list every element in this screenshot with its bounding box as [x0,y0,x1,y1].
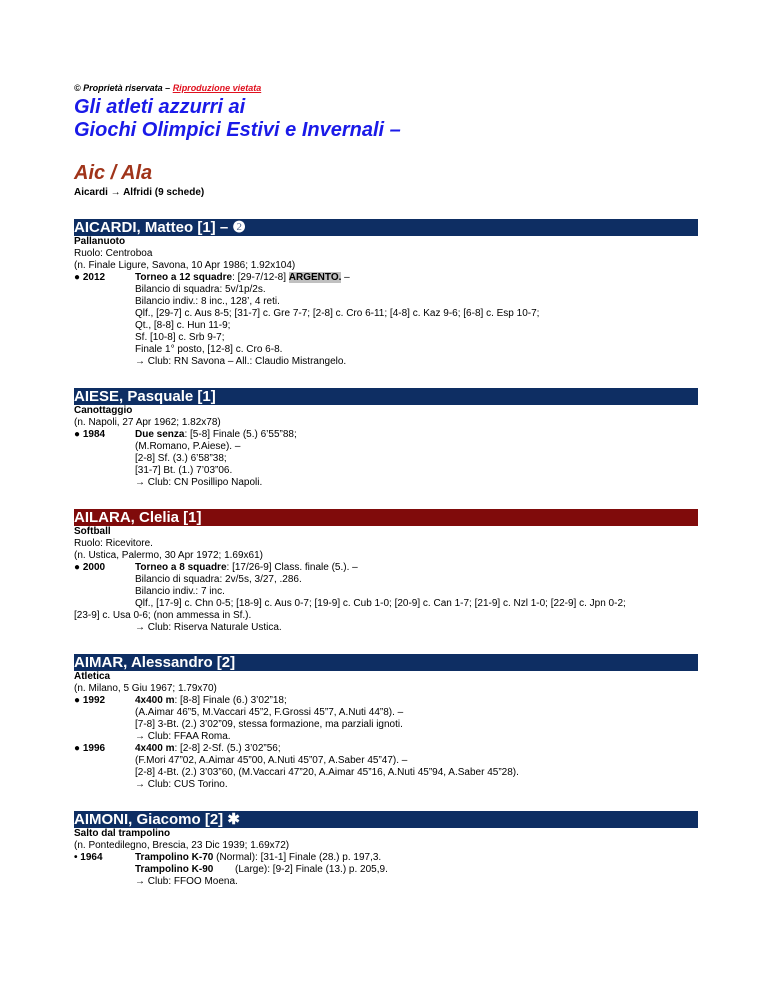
athlete-sport: Canottaggio [74,405,133,416]
event-name: Trampolino K-90 [135,864,214,875]
games-entry [74,743,698,755]
event-result: : [29-7/12-8] [232,272,289,283]
games-year: ● 2000 [74,562,106,573]
detail-line: (M.Romano, P.Aiese). – [135,441,241,452]
detail-line: [31-7] Bt. (1.) 7’03”06. [135,465,233,476]
event-result: : [5-8] Finale (5.) 6’55”88; [184,429,297,440]
games-entry [74,852,698,864]
club-line: → Club: CUS Torino. [135,779,228,790]
athlete-card [74,219,698,368]
event-result: : [2-8] 2-Sf. (5.) 3’02”56; [174,743,281,754]
athlete-header [74,219,698,236]
games-entry [74,695,698,707]
athlete-info: (n. Milano, 5 Giu 1967; 1.79x70) [74,683,217,694]
detail-line: (A.Aimar 46”5, M.Vaccari 45”2, F.Grossi 45”7, A.Nuti 44”8). – [135,707,404,718]
event-name: 4x400 m [135,743,175,754]
club-line: → Club: RN Savona – All.: Claudio Mistrangelo. [135,356,347,367]
page-title [74,96,698,142]
event-result: (Large): [9-2] Finale (13.) p. 205,9. [235,864,388,875]
athlete-info: (n. Finale Ligure, Savona, 10 Apr 1986; 1.92x104) [74,260,296,271]
detail-line: Bilancio indiv.: 8 inc., 128’, 4 reti. [135,296,280,307]
athlete-sport: Pallanuoto [74,236,126,247]
page-title-line1: Gli atleti azzurri ai [74,96,246,118]
document-page [74,82,698,888]
games-year: ● 2012 [74,272,106,283]
athlete-header [74,509,698,526]
athlete-info: (n. Ustica, Palermo, 30 Apr 1972; 1.69x61) [74,550,263,561]
event-name: 4x400 m [135,695,175,706]
athlete-info: Ruolo: Centroboa [74,248,153,259]
athlete-info: (n. Pontedilegno, Brescia, 23 Dic 1939; 1.69x72) [74,840,290,851]
event-suffix: – [341,272,350,283]
games-entry [74,562,698,574]
athlete-name: AIESE, Pasquale [1] [74,388,216,405]
section-range: Aicardi → Alfridi (9 schede) [74,187,205,198]
detail-line: Bilancio di squadra: 5v/1p/2s. [135,284,266,295]
athlete-sport: Atletica [74,671,111,682]
event-result: (Normal): [31-1] Finale (28.) p. 197,3. [213,852,382,863]
event-name: Torneo a 12 squadre [135,272,233,283]
event-result: : [17/26-9] Class. finale (5.). – [226,562,358,573]
medal-badge: ARGENTO. [288,272,342,283]
games-entry-second [74,864,698,876]
athlete-name: AIMAR, Alessandro [2] [74,654,236,671]
detail-line: Qlf., [17-9] c. Chn 0-5; [18-9] c. Aus 0-7; [19-9] c. Cub 1-0; [20-9] c. Can 1-7; [21-9] c. Nzl 1-0; [22-9] c. Jpn 0-2; [135,598,626,609]
games-entry [74,272,698,284]
games-year: • 1964 [74,852,103,863]
event-name: Due senza [135,429,185,440]
event-result: : [8-8] Finale (6.) 3’02”18; [174,695,287,706]
athlete-header [74,654,698,671]
detail-line: Finale 1° posto, [12-8] c. Cro 6-8. [135,344,283,355]
games-year: ● 1984 [74,429,106,440]
athlete-header [74,811,698,828]
athlete-name: AIMONI, Giacomo [2] ✱ [74,811,240,828]
reproduction-forbidden-link[interactable]: Riproduzione vietata [172,83,262,93]
detail-line: [2-8] 4-Bt. (2.) 3’03”60, (M.Vaccari 47”20, A.Aimar 45”16, A.Nuti 45”94, A.Saber 45”28). [135,767,519,778]
club-line: → Club: Riserva Naturale Ustica. [135,622,282,633]
detail-line: Qt., [8-8] c. Hun 11-9; [135,320,231,331]
copyright-notice [74,82,698,94]
club-line: → Club: FFAA Roma. [135,731,231,742]
detail-line: [7-8] 3-Bt. (2.) 3’02”09, stessa formazione, ma parziali ignoti. [135,719,403,730]
athlete-info: Ruolo: Ricevitore. [74,538,153,549]
club-line: → Club: CN Posillipo Napoli. [135,477,263,488]
detail-line: [23-9] c. Usa 0-6; (non ammessa in Sf.). [74,610,252,621]
detail-line: Bilancio di squadra: 2v/5s, 3/27, .286. [135,574,302,585]
detail-line: Bilancio indiv.: 7 inc. [135,586,225,597]
page-title-line2: Giochi Olimpici Estivi e Invernali – [74,119,401,141]
athlete-card [74,654,698,791]
athlete-card [74,509,698,634]
club-line: → Club: FFOO Moena. [135,876,238,887]
athlete-name: AICARDI, Matteo [1] – ❷ [74,219,246,236]
athlete-card [74,388,698,489]
detail-line: Sf. [10-8] c. Srb 9-7; [135,332,225,343]
copyright-prefix: © Proprietà riservata – [74,83,173,93]
event-name: Torneo a 8 squadre [135,562,227,573]
athlete-header [74,388,698,405]
event-name: Trampolino K-70 [135,852,214,863]
athlete-sport: Salto dal trampolino [74,828,171,839]
athlete-card [74,811,698,888]
detail-line: (F.Mori 47”02, A.Aimar 45”00, A.Nuti 45”07, A.Saber 45”47). – [135,755,408,766]
games-year: ● 1996 [74,743,106,754]
detail-line: [2-8] Sf. (3.) 6’58”38; [135,453,227,464]
detail-line: Qlf., [29-7] c. Aus 8-5; [31-7] c. Gre 7-7; [2-8] c. Cro 6-11; [4-8] c. Kaz 9-6; [6-8] c. Esp 10-7; [135,308,540,319]
games-year: ● 1992 [74,695,106,706]
athlete-info: (n. Napoli, 27 Apr 1962; 1.82x78) [74,417,221,428]
athlete-sport: Softball [74,526,111,537]
athlete-name: AILARA, Clelia [1] [74,509,202,526]
games-entry [74,429,698,441]
section-title: Aic / Ala [74,162,153,184]
